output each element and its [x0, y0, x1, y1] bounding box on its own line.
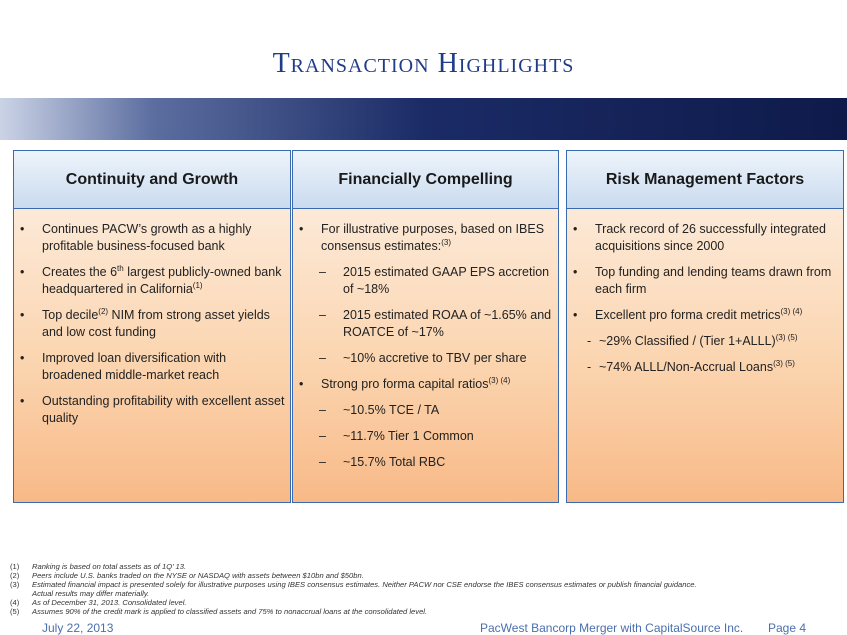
list-item: [299, 307, 554, 341]
item-text: Outstanding profitability with excellent asset quality: [42, 394, 285, 425]
superscript: (3) (5): [775, 332, 798, 342]
item-text: ~29% Classified / (Tier 1+ALLL): [599, 334, 776, 348]
list-item: [573, 359, 839, 376]
footnote: [10, 607, 840, 616]
superscript: (3): [441, 237, 451, 247]
superscript: (1): [192, 280, 203, 290]
list-item: [20, 221, 286, 255]
item-text: Top funding and lending teams drawn from each firm: [595, 265, 832, 296]
list-item: [299, 376, 554, 393]
column-heading: Risk Management Factors: [567, 151, 843, 209]
footnote: [10, 562, 840, 571]
footnote-text: Actual results may differ materially.: [32, 589, 150, 598]
item-text: Strong pro forma capital ratios: [321, 377, 489, 391]
list-item: [573, 307, 839, 324]
bullet-marker: •: [299, 222, 304, 236]
bullet-marker: -: [587, 360, 592, 374]
column-continuity-growth: [13, 150, 291, 503]
item-text: For illustrative purposes, based on IBES consensus estimates:: [321, 222, 545, 253]
list-item: [299, 264, 554, 298]
bullet-marker: •: [20, 394, 25, 408]
list-item: [20, 393, 286, 427]
item-text: ~10% accretive to TBV per share: [343, 351, 527, 365]
list-item: [299, 221, 554, 255]
column-financially-compelling: [292, 150, 559, 503]
footnote-text: As of December 31, 2013. Consolidated level.: [32, 598, 187, 607]
bullet-marker: •: [20, 351, 25, 365]
bullet-marker: -: [587, 334, 592, 348]
footnote-number: (3): [10, 580, 20, 589]
item-text: Improved loan diversification with broadened middle-market reach: [42, 351, 227, 382]
footnote: [10, 571, 840, 580]
list-item: [573, 333, 839, 350]
bullet-marker: –: [319, 265, 326, 279]
item-text: ~74% ALLL/Non-Accrual Loans: [599, 360, 774, 374]
bullet-marker: –: [319, 351, 326, 365]
column-heading: Continuity and Growth: [14, 151, 290, 209]
footnote-text: Ranking is based on total assets as of 1Q’ 13.: [32, 562, 187, 571]
footnote-number: (4): [10, 598, 20, 607]
list-item: [20, 307, 286, 341]
bullet-list: [567, 209, 843, 376]
footer-date: July 22, 2013: [42, 621, 114, 635]
footnote-text: Peers include U.S. banks traded on the NYSE or NASDAQ with assets between $10bn and $50bn.: [32, 571, 364, 580]
bullet-marker: •: [20, 222, 25, 236]
bullet-marker: •: [20, 308, 25, 322]
superscript: (3) (4): [780, 306, 803, 316]
footnote: [10, 580, 840, 589]
footnote: [10, 598, 840, 607]
list-item: [20, 350, 286, 384]
list-item: [20, 264, 286, 298]
item-text: 2015 estimated GAAP EPS accretion of ~18%: [343, 265, 550, 296]
list-item: [573, 264, 839, 298]
item-text: ~15.7% Total RBC: [343, 455, 446, 469]
footnote-number: (1): [10, 562, 20, 571]
list-item: [299, 428, 554, 445]
column-heading: Financially Compelling: [293, 151, 558, 209]
superscript: th: [117, 263, 124, 273]
footnote-number: (5): [10, 607, 20, 616]
item-text: largest publicly-owned bank headquartered in California: [42, 265, 282, 296]
bullet-marker: •: [573, 222, 578, 236]
bullet-marker: –: [319, 429, 326, 443]
item-text: Continues PACW’s growth as a highly profitable business-focused bank: [42, 222, 252, 253]
header-band: [0, 98, 847, 140]
bullet-marker: –: [319, 308, 326, 322]
item-text: Top decile: [42, 308, 99, 322]
footnote: [10, 589, 840, 598]
superscript: (3) (4): [488, 375, 511, 385]
item-text: Excellent pro forma credit metrics: [595, 308, 781, 322]
footer-description: PacWest Bancorp Merger with CapitalSource Inc.: [480, 621, 744, 635]
bullet-marker: –: [319, 455, 326, 469]
slide-title: Transaction Highlights: [272, 48, 575, 79]
column-risk-management: [566, 150, 844, 503]
bullet-marker: –: [319, 403, 326, 417]
list-item: [299, 350, 554, 367]
bullet-list: [293, 209, 558, 471]
footnote-text: Estimated financial impact is presented solely for illustrative purposes using IBES consensus estimates. Neither PACW nor CSE endorse the IBES consensus estimates or publish financial guidance.: [32, 580, 697, 589]
bullet-list: [14, 209, 290, 427]
list-item: [573, 221, 839, 255]
superscript: (3) (5): [773, 358, 795, 368]
item-text: Track record of 26 successfully integrated acquisitions since 2000: [595, 222, 826, 253]
list-item: [299, 402, 554, 419]
bullet-marker: •: [573, 265, 578, 279]
item-text: NIM from strong asset yields and low cost funding: [42, 308, 270, 339]
list-item: [299, 454, 554, 471]
bullet-marker: •: [20, 265, 25, 279]
bullet-marker: •: [573, 308, 578, 322]
item-text: ~10.5% TCE / TA: [343, 403, 440, 417]
footer-page-number: Page 4: [768, 621, 807, 635]
bullet-marker: •: [299, 377, 304, 391]
footnote-number: (2): [10, 571, 20, 580]
item-text: 2015 estimated ROAA of ~1.65% and ROATCE of ~17%: [343, 308, 552, 339]
superscript: (2): [98, 306, 109, 316]
footnotes: [10, 562, 840, 616]
item-text: ~11.7% Tier 1 Common: [343, 429, 474, 443]
item-text: Creates the 6: [42, 265, 118, 279]
footnote-text: Assumes 90% of the credit mark is applied to classified assets and 75% to nonaccrual loans at the consolidated level.: [32, 607, 428, 616]
